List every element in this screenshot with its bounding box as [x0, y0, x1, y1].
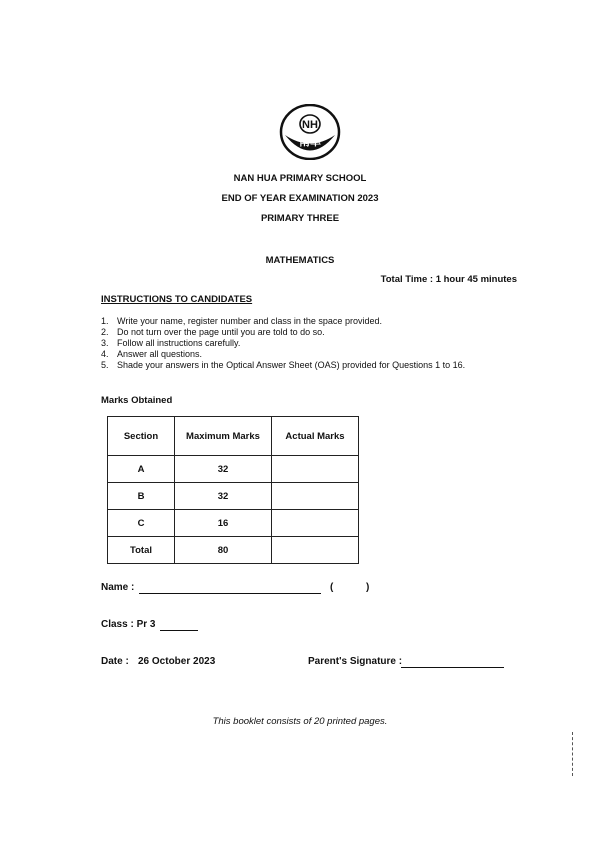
instruction-item: 3. Follow all instructions carefully. [101, 338, 241, 348]
max-marks-cell: 32 [175, 483, 272, 510]
svg-text:南華: 南華 [299, 135, 321, 148]
instruction-item: 1. Write your name, register number and class in the space provided. [101, 316, 382, 326]
section-cell: C [108, 510, 175, 537]
exam-title: END OF YEAR EXAMINATION 2023 [221, 193, 379, 204]
name-label: Name : [101, 582, 135, 593]
marks-table [107, 416, 359, 564]
actual-marks-cell[interactable] [272, 510, 359, 537]
actual-marks-cell[interactable] [272, 456, 359, 483]
instructions-list [101, 316, 465, 371]
page-count-note: This booklet consists of 20 printed pages. [212, 716, 388, 727]
table-row [108, 483, 359, 510]
subject-title: MATHEMATICS [265, 255, 335, 266]
instruction-item: 4. Answer all questions. [101, 349, 203, 359]
instruction-item: 2. Do not turn over the page until you are told to do so. [101, 327, 325, 337]
class-label: Class : Pr 3 [101, 619, 156, 630]
instruction-item: 5. Shade your answers in the Optical Answer Sheet (OAS) provided for Questions 1 to 16. [101, 360, 466, 370]
section-cell: Total [108, 537, 175, 564]
level-title: PRIMARY THREE [260, 213, 340, 224]
section-cell: A [108, 456, 175, 483]
school-name: NAN HUA PRIMARY SCHOOL [233, 173, 367, 184]
svg-text:NH: NH [302, 119, 318, 131]
register-close-bracket: ) [366, 582, 370, 593]
table-row [108, 510, 359, 537]
max-marks-cell: 80 [175, 537, 272, 564]
register-open-bracket: ( [330, 582, 334, 593]
class-field[interactable] [160, 630, 198, 631]
signature-label: Parent's Signature : [308, 656, 403, 667]
name-field[interactable] [139, 593, 321, 594]
max-marks-cell: 16 [175, 510, 272, 537]
marks-title: Marks Obtained [101, 395, 173, 406]
table-row [108, 537, 359, 564]
date-label: Date : [101, 656, 129, 667]
column-header-section: Section [108, 417, 175, 456]
max-marks-cell: 32 [175, 456, 272, 483]
date-value: 26 October 2023 [138, 656, 216, 667]
school-logo [279, 104, 341, 160]
section-cell: B [108, 483, 175, 510]
column-header-actual: Actual Marks [272, 417, 359, 456]
register-number-field[interactable] [340, 582, 364, 596]
actual-marks-cell[interactable] [272, 537, 359, 564]
instructions-title: INSTRUCTIONS TO CANDIDATES [101, 294, 253, 305]
scan-edge-mark [572, 732, 574, 776]
table-header-row [108, 417, 359, 456]
signature-field[interactable] [401, 667, 504, 668]
total-time: Total Time : 1 hour 45 minutes [380, 274, 517, 285]
actual-marks-cell[interactable] [272, 483, 359, 510]
column-header-max: Maximum Marks [175, 417, 272, 456]
table-row [108, 456, 359, 483]
